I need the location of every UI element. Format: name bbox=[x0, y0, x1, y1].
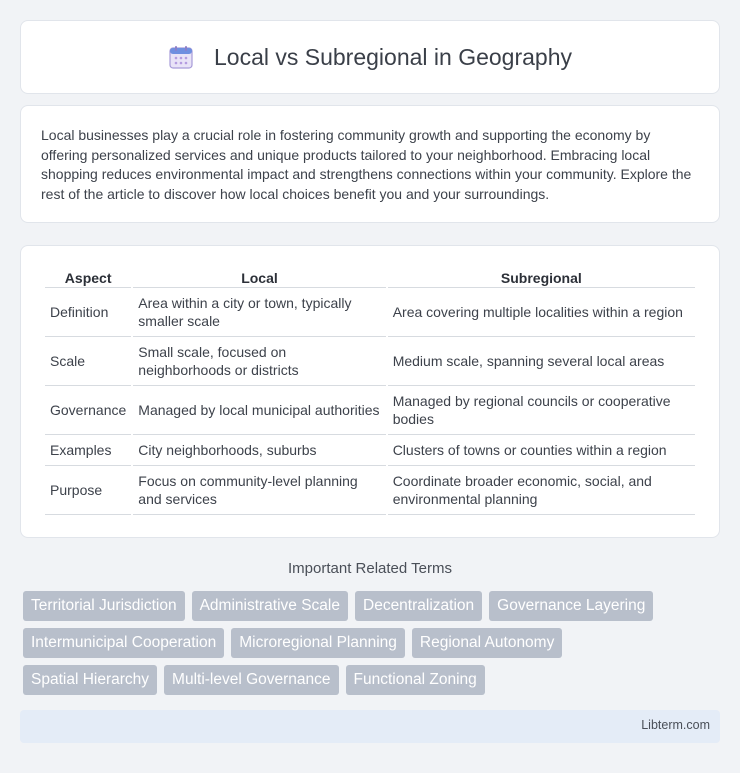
tag-multi-level-governance[interactable]: Multi-level Governance bbox=[164, 665, 339, 695]
table-cell: Managed by regional councils or cooperative bodies bbox=[388, 386, 695, 435]
table-cell: Managed by local municipal authorities bbox=[133, 386, 385, 435]
header-card bbox=[20, 20, 720, 94]
related-terms-title: Important Related Terms bbox=[288, 560, 452, 577]
related-terms-tags bbox=[23, 591, 703, 702]
table-cell: Definition bbox=[45, 288, 131, 337]
tag-spatial-hierarchy[interactable]: Spatial Hierarchy bbox=[23, 665, 157, 695]
table-cell: Focus on community-level planning and services bbox=[133, 466, 385, 515]
page-title: Local vs Subregional in Geography bbox=[213, 43, 572, 70]
comparison-table bbox=[43, 268, 697, 515]
tag-regional-autonomy[interactable]: Regional Autonomy bbox=[412, 628, 562, 658]
table-cell: Area within a city or town, typically smaller scale bbox=[133, 288, 385, 337]
tag-microregional-planning[interactable]: Microregional Planning bbox=[231, 628, 405, 658]
tag-intermunicipal-cooperation[interactable]: Intermunicipal Cooperation bbox=[23, 628, 224, 658]
comparison-table-card bbox=[20, 245, 720, 538]
table-cell: Scale bbox=[45, 337, 131, 386]
table-cell: Examples bbox=[45, 435, 131, 466]
tag-governance-layering[interactable]: Governance Layering bbox=[489, 591, 653, 621]
table-cell: City neighborhoods, suburbs bbox=[133, 435, 385, 466]
column-header-local: Local bbox=[133, 268, 385, 288]
column-header-subregional: Subregional bbox=[388, 268, 695, 288]
table-cell: Clusters of towns or counties within a region bbox=[388, 435, 695, 466]
tag-territorial-jurisdiction[interactable]: Territorial Jurisdiction bbox=[23, 591, 185, 621]
footer-brand-link[interactable]: Libterm.com bbox=[641, 718, 710, 732]
footer bbox=[20, 710, 720, 743]
table-cell: Area covering multiple localities within a region bbox=[388, 288, 695, 337]
table-row bbox=[45, 337, 695, 386]
tag-administrative-scale[interactable]: Administrative Scale bbox=[192, 591, 348, 621]
intro-card bbox=[20, 105, 720, 223]
tag-decentralization[interactable]: Decentralization bbox=[355, 591, 482, 621]
table-cell: Governance bbox=[45, 386, 131, 435]
table-cell: Coordinate broader economic, social, and environmental planning bbox=[388, 466, 695, 515]
table-row bbox=[45, 435, 695, 466]
table-row bbox=[45, 386, 695, 435]
column-header-aspect: Aspect bbox=[45, 268, 131, 288]
table-row bbox=[45, 466, 695, 515]
table-cell: Medium scale, spanning several local areas bbox=[388, 337, 695, 386]
calendar-icon bbox=[168, 44, 194, 70]
table-cell: Purpose bbox=[45, 466, 131, 515]
tag-functional-zoning[interactable]: Functional Zoning bbox=[346, 665, 485, 695]
table-row bbox=[45, 288, 695, 337]
table-header-row bbox=[45, 268, 695, 288]
intro-text: Local businesses play a crucial role in fostering community growth and supporting the economy by offering personalized services and unique products tailored to your neighborhood. Embracing local shopping reduces environmental impact and strengthens connections within your community. Explore the rest of the article to discover how local choices benefit you and your surroundings. bbox=[41, 127, 692, 202]
table-cell: Small scale, focused on neighborhoods or districts bbox=[133, 337, 385, 386]
